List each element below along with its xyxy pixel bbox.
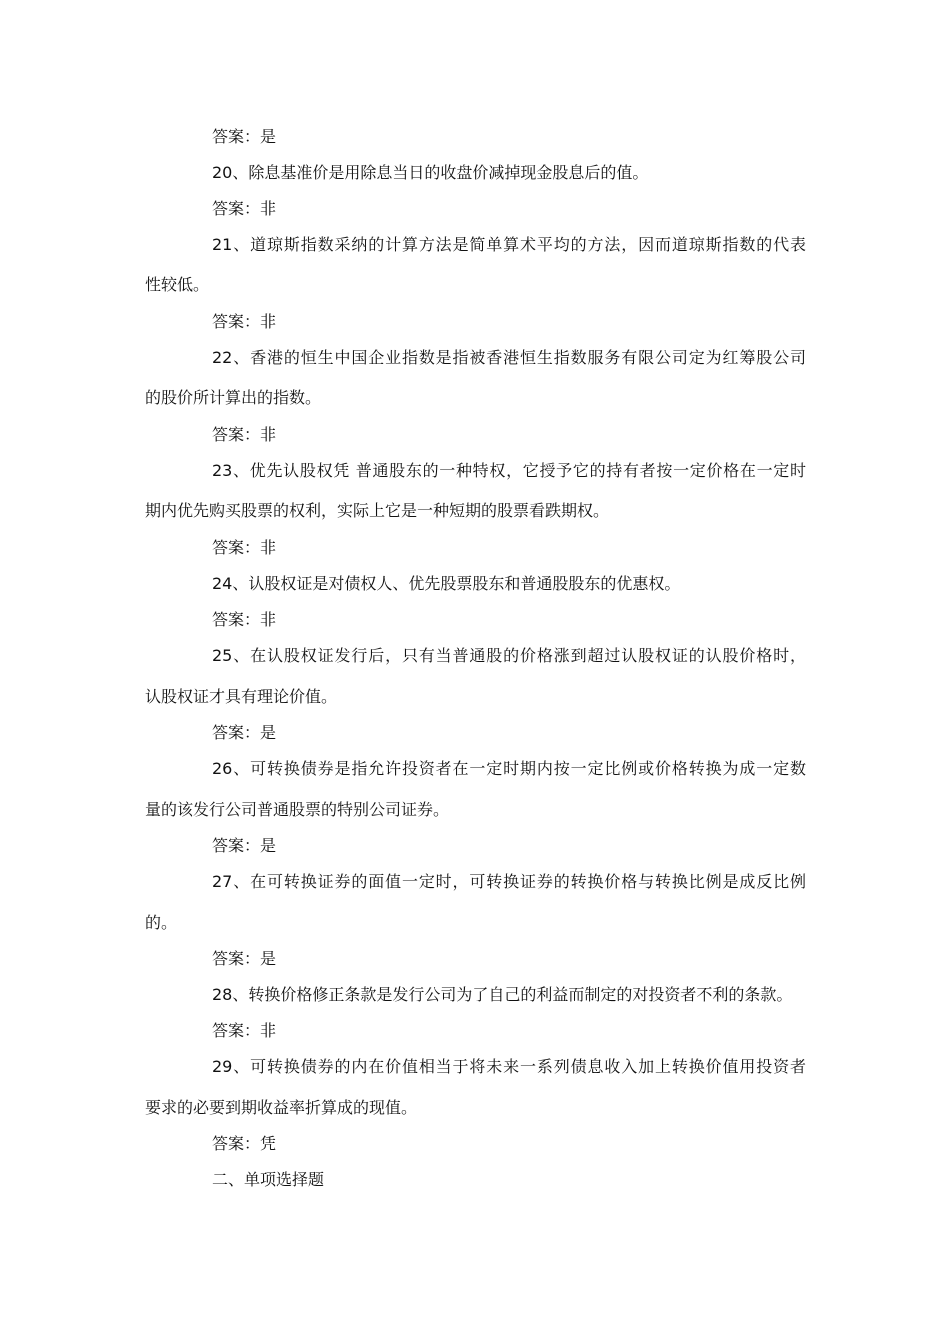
answer-line: 答案：非 — [212, 425, 277, 444]
answer-line: 答案：非 — [212, 538, 277, 557]
question-21-cont: 性较低。 — [145, 275, 210, 294]
question-27-cont: 的。 — [145, 913, 178, 932]
question-20: 20、除息基准价是用除息当日的收盘价减掉现金股息后的值。 — [212, 163, 649, 182]
question-27: 27、在可转换证券的面值一定时，可转换证券的转换价格与转换比例是成反比例 — [212, 872, 806, 891]
question-29-cont: 要求的必要到期收益率折算成的现值。 — [145, 1098, 418, 1117]
answer-line: 答案：是 — [212, 836, 277, 855]
question-28: 28、转换价格修正条款是发行公司为了自己的利益而制定的对投资者不利的条款。 — [212, 985, 793, 1004]
question-26: 26、可转换债券是指允许投资者在一定时期内按一定比例或价格转换为成一定数 — [212, 759, 806, 778]
question-25-cont: 认股权证才具有理论价值。 — [145, 687, 338, 706]
answer-line: 答案：非 — [212, 1021, 277, 1040]
question-25: 25、在认股权证发行后，只有当普通股的价格涨到超过认股权证的认股价格时， — [212, 646, 806, 665]
question-23-cont: 期内优先购买股票的权利，实际上它是一种短期的股票看跌期权。 — [145, 501, 610, 520]
answer-line: 答案：非 — [212, 199, 277, 218]
question-26-cont: 量的该发行公司普通股票的特别公司证券。 — [145, 800, 450, 819]
question-24: 24、认股权证是对债权人、优先股票股东和普通股股东的优惠权。 — [212, 574, 681, 593]
answer-line: 答案：凭 — [212, 1134, 277, 1153]
question-23: 23、优先认股权凭 普通股东的一种特权，它授予它的持有者按一定价格在一定时 — [212, 461, 806, 480]
answer-line: 答案：是 — [212, 723, 277, 742]
question-21: 21、道琼斯指数采纳的计算方法是简单算术平均的方法，因而道琼斯指数的代表 — [212, 235, 806, 254]
question-22: 22、香港的恒生中国企业指数是指被香港恒生指数服务有限公司定为红筹股公司 — [212, 348, 806, 367]
answer-line: 答案：非 — [212, 312, 277, 331]
answer-line: 答案：非 — [212, 610, 277, 629]
section-heading: 二、单项选择题 — [212, 1170, 325, 1189]
answer-line: 答案：是 — [212, 127, 277, 146]
answer-line: 答案：是 — [212, 949, 277, 968]
question-29: 29、可转换债券的内在价值相当于将未来一系列债息收入加上转换价值用投资者 — [212, 1057, 806, 1076]
question-22-cont: 的股价所计算出的指数。 — [145, 388, 322, 407]
